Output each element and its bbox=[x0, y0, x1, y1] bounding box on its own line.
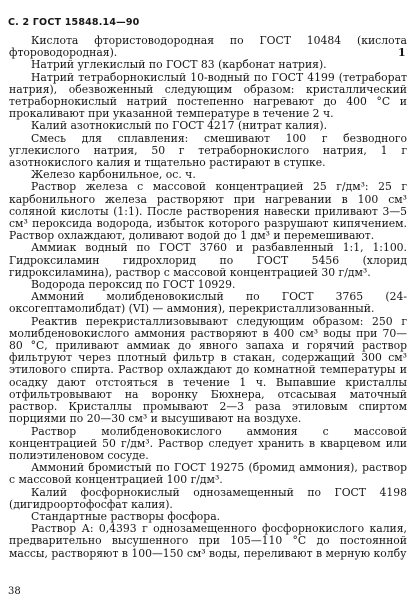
paragraph: Натрий тетраборнокислый 10-водный по ГОСТ 4199 (тетраборат натрия), обезвоженный следующим образом: кристаллический тетраборнокислый натрий постепенно нагревают до 400 °С и прокаливают при указанной температуре в течение 2 ч. bbox=[9, 70, 407, 121]
paragraph: Раствор молибденовокислого аммония с массовой концентрацией 50 г/дм³. Раствор следует хранить в кварцевом или полиэтиленовом сосуде. bbox=[9, 424, 407, 462]
body-text bbox=[9, 35, 407, 560]
paragraph: Раствор А: 0,4393 г однозамещенного фосфорнокислого калия, предварительно высушенного при 105—110 °С до постоянной массы, растворяют в 100—150 см³ воды, переливают в мерную колбу bbox=[9, 522, 407, 560]
margin-mark: 1 bbox=[398, 46, 406, 59]
paragraph: Водорода пероксид по ГОСТ 10929. bbox=[31, 278, 236, 292]
paragraph: Аммиак водный по ГОСТ 3760 и разбавленный 1:1, 1:100. Гидроксиламин гидрохлорид по ГОСТ 5456 (хлорид гидроксиламина), раствор с массовой концентрацией 30 г/дм³. bbox=[9, 241, 407, 279]
paragraph: Смесь для сплавления: смешивают 100 г безводного углекислого натрия, 50 г тетраборнокислого натрия, 1 г азотнокислого калия и тщательно растирают в ступке. bbox=[9, 131, 407, 170]
paragraph: Аммоний бромистый по ГОСТ 19275 (бромид аммония), раствор с массовой концентрацией 100 г/дм³. bbox=[9, 461, 407, 487]
paragraph: Натрий углекислый по ГОСТ 83 (карбонат натрия). bbox=[31, 58, 327, 72]
paragraph: Раствор железа с массовой концентрацией 25 г/дм³: 25 г карбонильного железа растворяют при нагревании в 100 см³ соляной кислоты (1:1). После растворения навески приливают 3—5 см³ пероксида водорода, избыток которого разрушают кипячением. Раствор охлаждают, доливают водой до 1 дм³ и перемешивают. bbox=[9, 180, 407, 243]
paragraph: Кислота фтористоводородная по ГОСТ 10484 (кислота фтороводородная). bbox=[9, 34, 407, 60]
paragraph: Аммоний молибденовокислый по ГОСТ 3765 (24-оксогептамолибдат) (VI) — аммония), перекристаллизованный. bbox=[9, 290, 407, 316]
page-number: 38 bbox=[8, 586, 21, 597]
paragraph: Реактив перекристаллизовывают следующим образом: 250 г молибденовокислого аммония растворяют в 400 см³ воды при 70—80 °С, приливают аммиак до явного запаха и горячий раствор фильтруют через плотный фильтр в стакан, содержащий 300 см³ этилового спирта. Раствор охлаждают до комнатной температуры и осадку дают отстояться в течение 1 ч. Выпавшие кристаллы отфильтровывают на воронку Бюхнера, отсасывая маточный раствор. Кристаллы промывают 2—3 раза этиловым спиртом порциями по 20—30 см³ и высушивают на воздухе. bbox=[9, 314, 407, 426]
paragraph: Стандартные растворы фосфора. bbox=[31, 509, 221, 523]
paragraph: Железо карбонильное, ос. ч. bbox=[31, 168, 196, 182]
paragraph: Калий азотнокислый по ГОСТ 4217 (нитрат калия). bbox=[31, 119, 328, 133]
paragraph: Калий фосфорнокислый однозамещенный по ГОСТ 4198 (дигидроортофосфат калия). bbox=[9, 485, 407, 511]
page-header: С. 2 ГОСТ 15848.14—90 bbox=[8, 17, 140, 28]
